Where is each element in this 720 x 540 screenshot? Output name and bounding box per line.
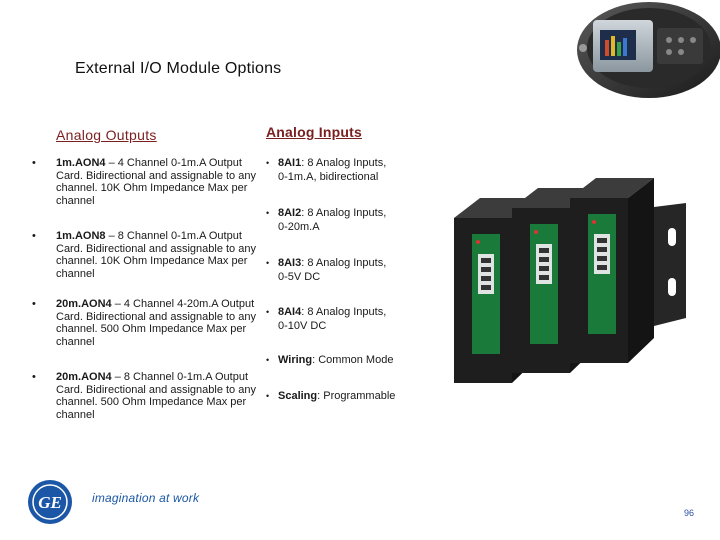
module-spec-detail: 0-1m.A, bidirectional [278, 171, 379, 183]
bullet: • [32, 157, 36, 169]
bullet: • [266, 355, 270, 365]
module-spec: : Programmable [317, 390, 396, 402]
bullet: • [32, 230, 36, 242]
module-spec-detail: 0-5V DC [278, 271, 321, 283]
module-description: – 8 Channel 0-1m.A Output Card. Bidirectional and assignable to any channel. 500 Ohm Impedance Max per channel [56, 371, 256, 421]
module-spec: : 8 Analog Inputs, [301, 207, 387, 219]
io-module [570, 178, 654, 363]
page-title: External I/O Module Options [75, 60, 282, 77]
module-name: Wiring [278, 354, 313, 366]
analog-inputs-heading: Analog Inputs [266, 124, 362, 140]
module-name: 8AI2 [278, 207, 302, 219]
module-name: 8AI3 [278, 257, 302, 269]
ge-logo-text: GE [38, 493, 62, 512]
module-spec-detail: 0-20m.A [278, 221, 320, 233]
module-spec: : 8 Analog Inputs, [301, 257, 387, 269]
module-name: 20m.AON4 [56, 298, 112, 310]
module-description: – 4 Channel 0-1m.A Output Card. Bidirectional and assignable to any channel. 10K Ohm Impedance Max per channel [56, 157, 256, 207]
bullet: • [266, 307, 270, 317]
ge-logo-icon [26, 478, 74, 526]
tagline: imagination at work [92, 491, 200, 505]
module-name: Scaling [278, 390, 318, 402]
analog-outputs-heading: Analog Outputs [56, 127, 157, 143]
bullet: • [32, 298, 36, 310]
power-meter-image [565, 0, 720, 110]
module-spec-detail: 0-10V DC [278, 320, 327, 332]
module-name: 1m.AON8 [56, 230, 106, 242]
bullet: • [266, 391, 270, 401]
module-name: 20m.AON4 [56, 371, 112, 383]
module-name: 8AI1 [278, 157, 302, 169]
bullet: • [266, 208, 270, 218]
module-name: 8AI4 [278, 306, 302, 318]
module-description: – 8 Channel 0-1m.A Output Card. Bidirectional and assignable to any channel. 10K Ohm Impedance Max per channel [56, 230, 256, 280]
module-spec: : Common Mode [312, 354, 394, 366]
bullet: • [266, 158, 270, 168]
io-module-stack-image [446, 178, 696, 398]
bullet: • [266, 258, 270, 268]
module-spec: : 8 Analog Inputs, [301, 157, 387, 169]
module-spec: : 8 Analog Inputs, [301, 306, 387, 318]
bullet: • [32, 371, 36, 383]
page-number: 96 [683, 508, 694, 518]
module-name: 1m.AON4 [56, 157, 106, 169]
module-description: – 4 Channel 4-20m.A Output Card. Bidirectional and assignable to any channel. 500 Ohm Impedance Max per channel [56, 298, 256, 348]
